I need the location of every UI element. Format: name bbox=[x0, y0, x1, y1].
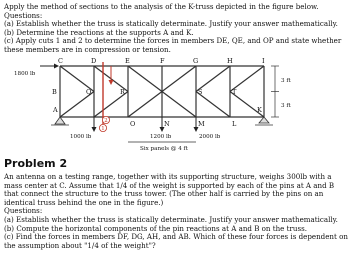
problem1-question-c: (c) Apply cuts 1 and 2 to determine the forces in members DE, QE, and OP and state whether these members are in compression or tension. bbox=[4, 36, 342, 54]
support-k bbox=[255, 117, 273, 125]
problem2-question-c: (c) Find the forces in members DF, DG, AH, and AB. Which of these four forces is dependent on the assumption about "1/4 of the weight"? bbox=[4, 232, 348, 250]
node-label-h: H bbox=[227, 57, 233, 65]
load-label-1800: 1800 lb bbox=[14, 71, 36, 77]
problem2-question-b: (b) Compute the horizontal components of the pin reactions at A and B on the truss. bbox=[4, 223, 307, 233]
dim-label-3ft-top: 3 ft bbox=[281, 78, 291, 84]
node-label-s: S bbox=[198, 88, 203, 96]
node-label-t: T bbox=[232, 88, 237, 96]
node-label-b: B bbox=[52, 88, 57, 96]
problem2-heading: Problem 2 bbox=[4, 157, 68, 170]
dim-label-panels: Six panels @ 4 ft bbox=[140, 146, 188, 152]
problem1-questions-label: Questions: bbox=[4, 10, 43, 20]
node-label-c: C bbox=[58, 57, 63, 65]
dim-label-3ft-bottom: 3 ft bbox=[281, 103, 291, 109]
node-label-d: D bbox=[91, 57, 97, 65]
cut-label-2: 2 bbox=[104, 118, 108, 124]
load-label-1000: 1000 lb bbox=[70, 134, 92, 140]
node-label-f: F bbox=[160, 57, 165, 65]
load-label-2000: 2000 lb bbox=[199, 134, 221, 140]
problem2-questions-label: Questions: bbox=[4, 206, 43, 216]
dimension-lines bbox=[128, 66, 279, 142]
node-label-g: G bbox=[193, 57, 199, 65]
problem1-intro: Apply the method of sections to the analysis of the K-truss depicted in the figure below. bbox=[4, 2, 319, 11]
node-label-n: N bbox=[164, 120, 170, 128]
cut-label-1: 1 bbox=[101, 126, 105, 132]
node-label-r: R bbox=[120, 88, 125, 96]
problem1-question-a: (a) Establish whether the truss is statically determinate. Justify your answer mathematically. bbox=[4, 19, 338, 29]
node-label-l: L bbox=[232, 120, 237, 128]
load-label-1200: 1200 lb bbox=[150, 134, 172, 140]
node-label-k: K bbox=[257, 106, 262, 114]
node-label-i: I bbox=[262, 57, 265, 65]
node-label-m: M bbox=[198, 120, 205, 128]
problem2-question-a: (a) Establish whether the truss is statically determinate. Justify your answer mathematically. bbox=[4, 215, 338, 224]
node-label-a: A bbox=[53, 106, 58, 114]
support-a bbox=[51, 117, 69, 125]
problem2-intro: An antenna on a testing range, together with its supporting structure, weighs 300lb with a mass center at C. Assume that 1/4 of the weight is supported by each of the pins at A and B that connect the structure to the truss tower. (The other half is carried by the pins on an identical truss behind the one in the figure.) bbox=[4, 172, 335, 207]
node-label-q: Q bbox=[86, 88, 92, 96]
problem1-question-b: (b) Determine the reactions at the supports A and K. bbox=[4, 27, 194, 37]
node-label-e: E bbox=[125, 57, 130, 65]
node-label-o: O bbox=[130, 120, 136, 128]
